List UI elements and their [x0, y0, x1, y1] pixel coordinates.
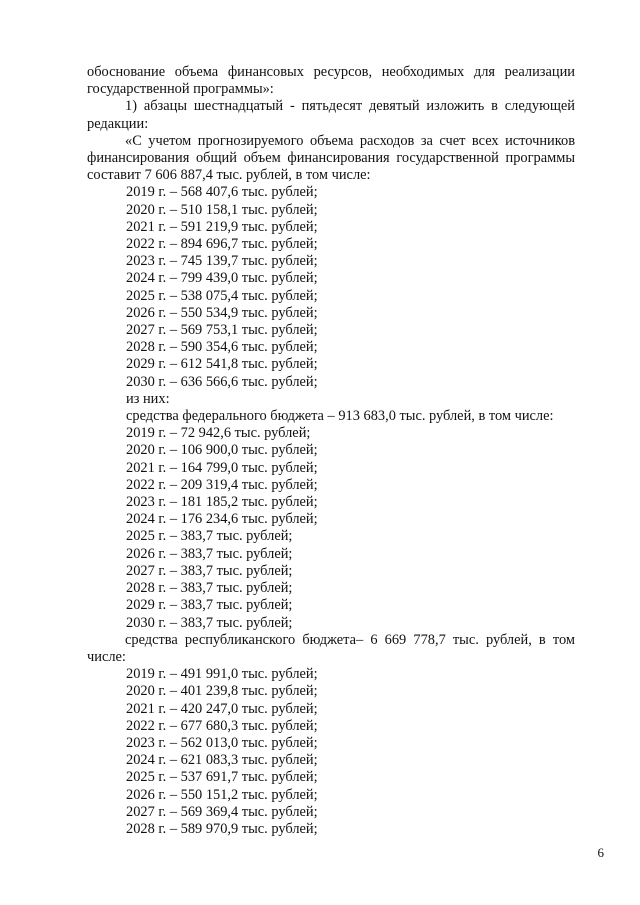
list-item: 2019 г. – 72 942,6 тыс. рублей; — [126, 425, 311, 442]
list-item: 2026 г. – 383,7 тыс. рублей; — [126, 545, 293, 562]
list-item: 2027 г. – 569 753,1 тыс. рублей; — [126, 322, 318, 339]
list-item: 2028 г. – 590 354,6 тыс. рублей; — [126, 339, 318, 356]
list-item: 2028 г. – 383,7 тыс. рублей; — [126, 580, 293, 597]
federal-budget-heading: средства федерального бюджета – 913 683,0 тыс. рублей, в том числе: — [126, 408, 554, 425]
list-item: 2020 г. – 106 900,0 тыс. рублей; — [126, 442, 318, 459]
federal-by-year-list — [87, 425, 575, 631]
list-item: 2019 г. – 568 407,6 тыс. рублей; — [126, 184, 318, 201]
list-item: 2022 г. – 209 319,4 тыс. рублей; — [126, 476, 318, 493]
list-item: 2020 г. – 510 158,1 тыс. рублей; — [126, 201, 318, 218]
list-item: 2021 г. – 420 247,0 тыс. рублей; — [126, 700, 318, 717]
total-by-year-list — [87, 184, 575, 408]
amendment-paragraph: 1) абзацы шестнадцатый - пятьдесят девятый изложить в следующей редакции: — [87, 98, 575, 132]
list-item: 2023 г. – 745 139,7 тыс. рублей; — [126, 253, 318, 270]
list-item: 2021 г. – 164 799,0 тыс. рублей; — [126, 459, 318, 476]
list-item: 2023 г. – 562 013,0 тыс. рублей; — [126, 734, 318, 751]
list-item: 2029 г. – 612 541,8 тыс. рублей; — [126, 356, 318, 373]
republic-budget-heading: средства республиканского бюджета– 6 669 778,7 тыс. рублей, в том числе: — [87, 631, 575, 665]
list-item: 2025 г. – 537 691,7 тыс. рублей; — [126, 769, 318, 786]
list-item: 2028 г. – 589 970,9 тыс. рублей; — [126, 820, 318, 837]
of-them-label: из них: — [126, 390, 170, 407]
list-item: 2025 г. – 538 075,4 тыс. рублей; — [126, 287, 318, 304]
list-item: 2029 г. – 383,7 тыс. рублей; — [126, 597, 293, 614]
list-item: 2021 г. – 591 219,9 тыс. рублей; — [126, 218, 318, 235]
list-item: 2027 г. – 569 369,4 тыс. рублей; — [126, 803, 318, 820]
list-item: 2025 г. – 383,7 тыс. рублей; — [126, 528, 293, 545]
list-item: 2024 г. – 621 083,3 тыс. рублей; — [126, 752, 318, 769]
list-item: 2027 г. – 383,7 тыс. рублей; — [126, 562, 293, 579]
list-item: 2024 г. – 799 439,0 тыс. рублей; — [126, 270, 318, 287]
list-item: 2020 г. – 401 239,8 тыс. рублей; — [126, 683, 318, 700]
list-item: 2026 г. – 550 534,9 тыс. рублей; — [126, 304, 318, 321]
list-item: 2024 г. – 176 234,6 тыс. рублей; — [126, 511, 318, 528]
document-body — [87, 64, 575, 838]
list-item: 2022 г. – 894 696,7 тыс. рублей; — [126, 236, 318, 253]
list-item: 2026 г. – 550 151,2 тыс. рублей; — [126, 786, 318, 803]
list-item: 2022 г. – 677 680,3 тыс. рублей; — [126, 717, 318, 734]
intro-paragraph: обоснование объема финансовых ресурсов, необходимых для реализации государственной программы»: — [87, 64, 575, 98]
list-item: 2019 г. – 491 991,0 тыс. рублей; — [126, 666, 318, 683]
list-item: 2023 г. – 181 185,2 тыс. рублей; — [126, 494, 318, 511]
list-item: 2030 г. – 383,7 тыс. рублей; — [126, 614, 293, 631]
list-item: 2030 г. – 636 566,6 тыс. рублей; — [126, 373, 318, 390]
total-funding-paragraph: «С учетом прогнозируемого объема расходов за счет всех источников финансирования общий объем финансирования государственной программы составит 7 606 887,4 тыс. рублей, в том числе: — [87, 132, 575, 184]
republic-by-year-list — [87, 666, 575, 838]
page-number: 6 — [597, 845, 604, 860]
